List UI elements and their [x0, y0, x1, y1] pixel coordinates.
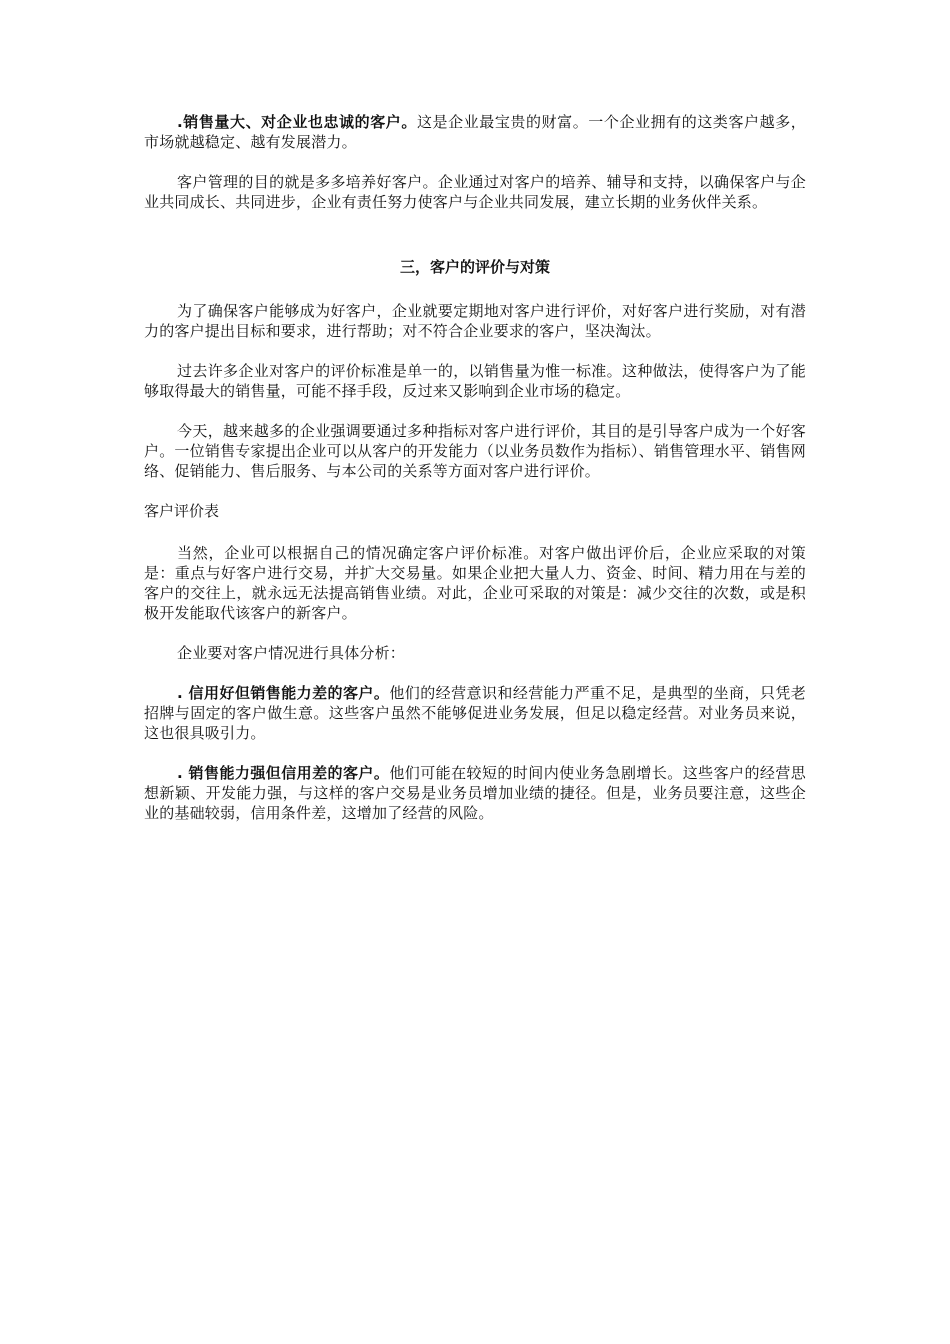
- paragraph-past-standard: 过去许多企业对客户的评价标准是单一的，以销售量为惟一标准。这种做法，使得客户为了能够取得最大的销售量，可能不择手段，反过来又影响到企业市场的稳定。: [144, 362, 806, 400]
- paragraph-lead: .销售量大、对企业也忠诚的客户。: [177, 113, 417, 131]
- paragraph-text: 他们可能在较短的时间内使业务急剧增长。这些客户的经营思想新颖、开发能力强，与这样的客户交易是业务员增加业绩的捷径。但是，业务员要注意，这些企业的基础较弱，信用条件差，这增加了经营的风险。: [144, 764, 807, 822]
- paragraph-lead: . 信用好但销售能力差的客户。: [177, 684, 390, 702]
- paragraph-analysis-intro: 企业要对客户情况进行具体分析：: [177, 644, 406, 662]
- paragraph-lead: . 销售能力强但信用差的客户。: [177, 764, 390, 782]
- paragraph-countermeasures: 当然，企业可以根据自己的情况确定客户评价标准。对客户做出评价后，企业应采取的对策是：重点与好客户进行交易，并扩大交易量。如果企业把大量人力、资金、时间、精力用在与差的客户的交往上，就永远无法提高销售业绩。对此，企业可采取的对策是：减少交往的次数，或是积极开发能取代该客户的新客户。: [144, 544, 806, 622]
- paragraph-customer-management: 客户管理的目的就是多多培养好客户。企业通过对客户的培养、辅导和支持，以确保客户与企业共同成长、共同进步，企业有责任努力使客户与企业共同发展，建立长期的业务伙伴关系。: [144, 173, 806, 211]
- document-page: [144, 112, 806, 843]
- paragraph-evaluation-purpose: 为了确保客户能够成为好客户，企业就要定期地对客户进行评价，对好客户进行奖励，对有潜力的客户提出目标和要求，进行帮助；对不符合企业要求的客户，坚决淘汰。: [144, 302, 806, 340]
- paragraph-multiple-indicators: 今天，越来越多的企业强调要通过多种指标对客户进行评价，其目的是引导客户成为一个好客户。一位销售专家提出企业可以从客户的开发能力（以业务员数作为指标）、销售管理水平、销售网络、促销能力、售后服务、与本公司的关系等方面对客户进行评价。: [144, 422, 806, 480]
- paragraph-good-credit-weak-sales: [144, 683, 806, 743]
- paragraph-strong-sales-poor-credit: [144, 763, 806, 823]
- section-title: 三，客户的评价与对策: [399, 258, 550, 276]
- table-label: 客户评价表: [144, 502, 220, 520]
- paragraph-loyal-customers: [144, 112, 806, 152]
- paragraph-text: 这是企业最宝贵的财富。一个企业拥有的这类客户越多，市场就越稳定、越有发展潜力。: [144, 113, 806, 151]
- paragraph-text: 他们的经营意识和经营能力严重不足，是典型的坐商，只凭老招牌与固定的客户做生意。这些客户虽然不能够促进业务发展，但足以稳定经营。对业务员来说，这也很具吸引力。: [144, 684, 807, 742]
